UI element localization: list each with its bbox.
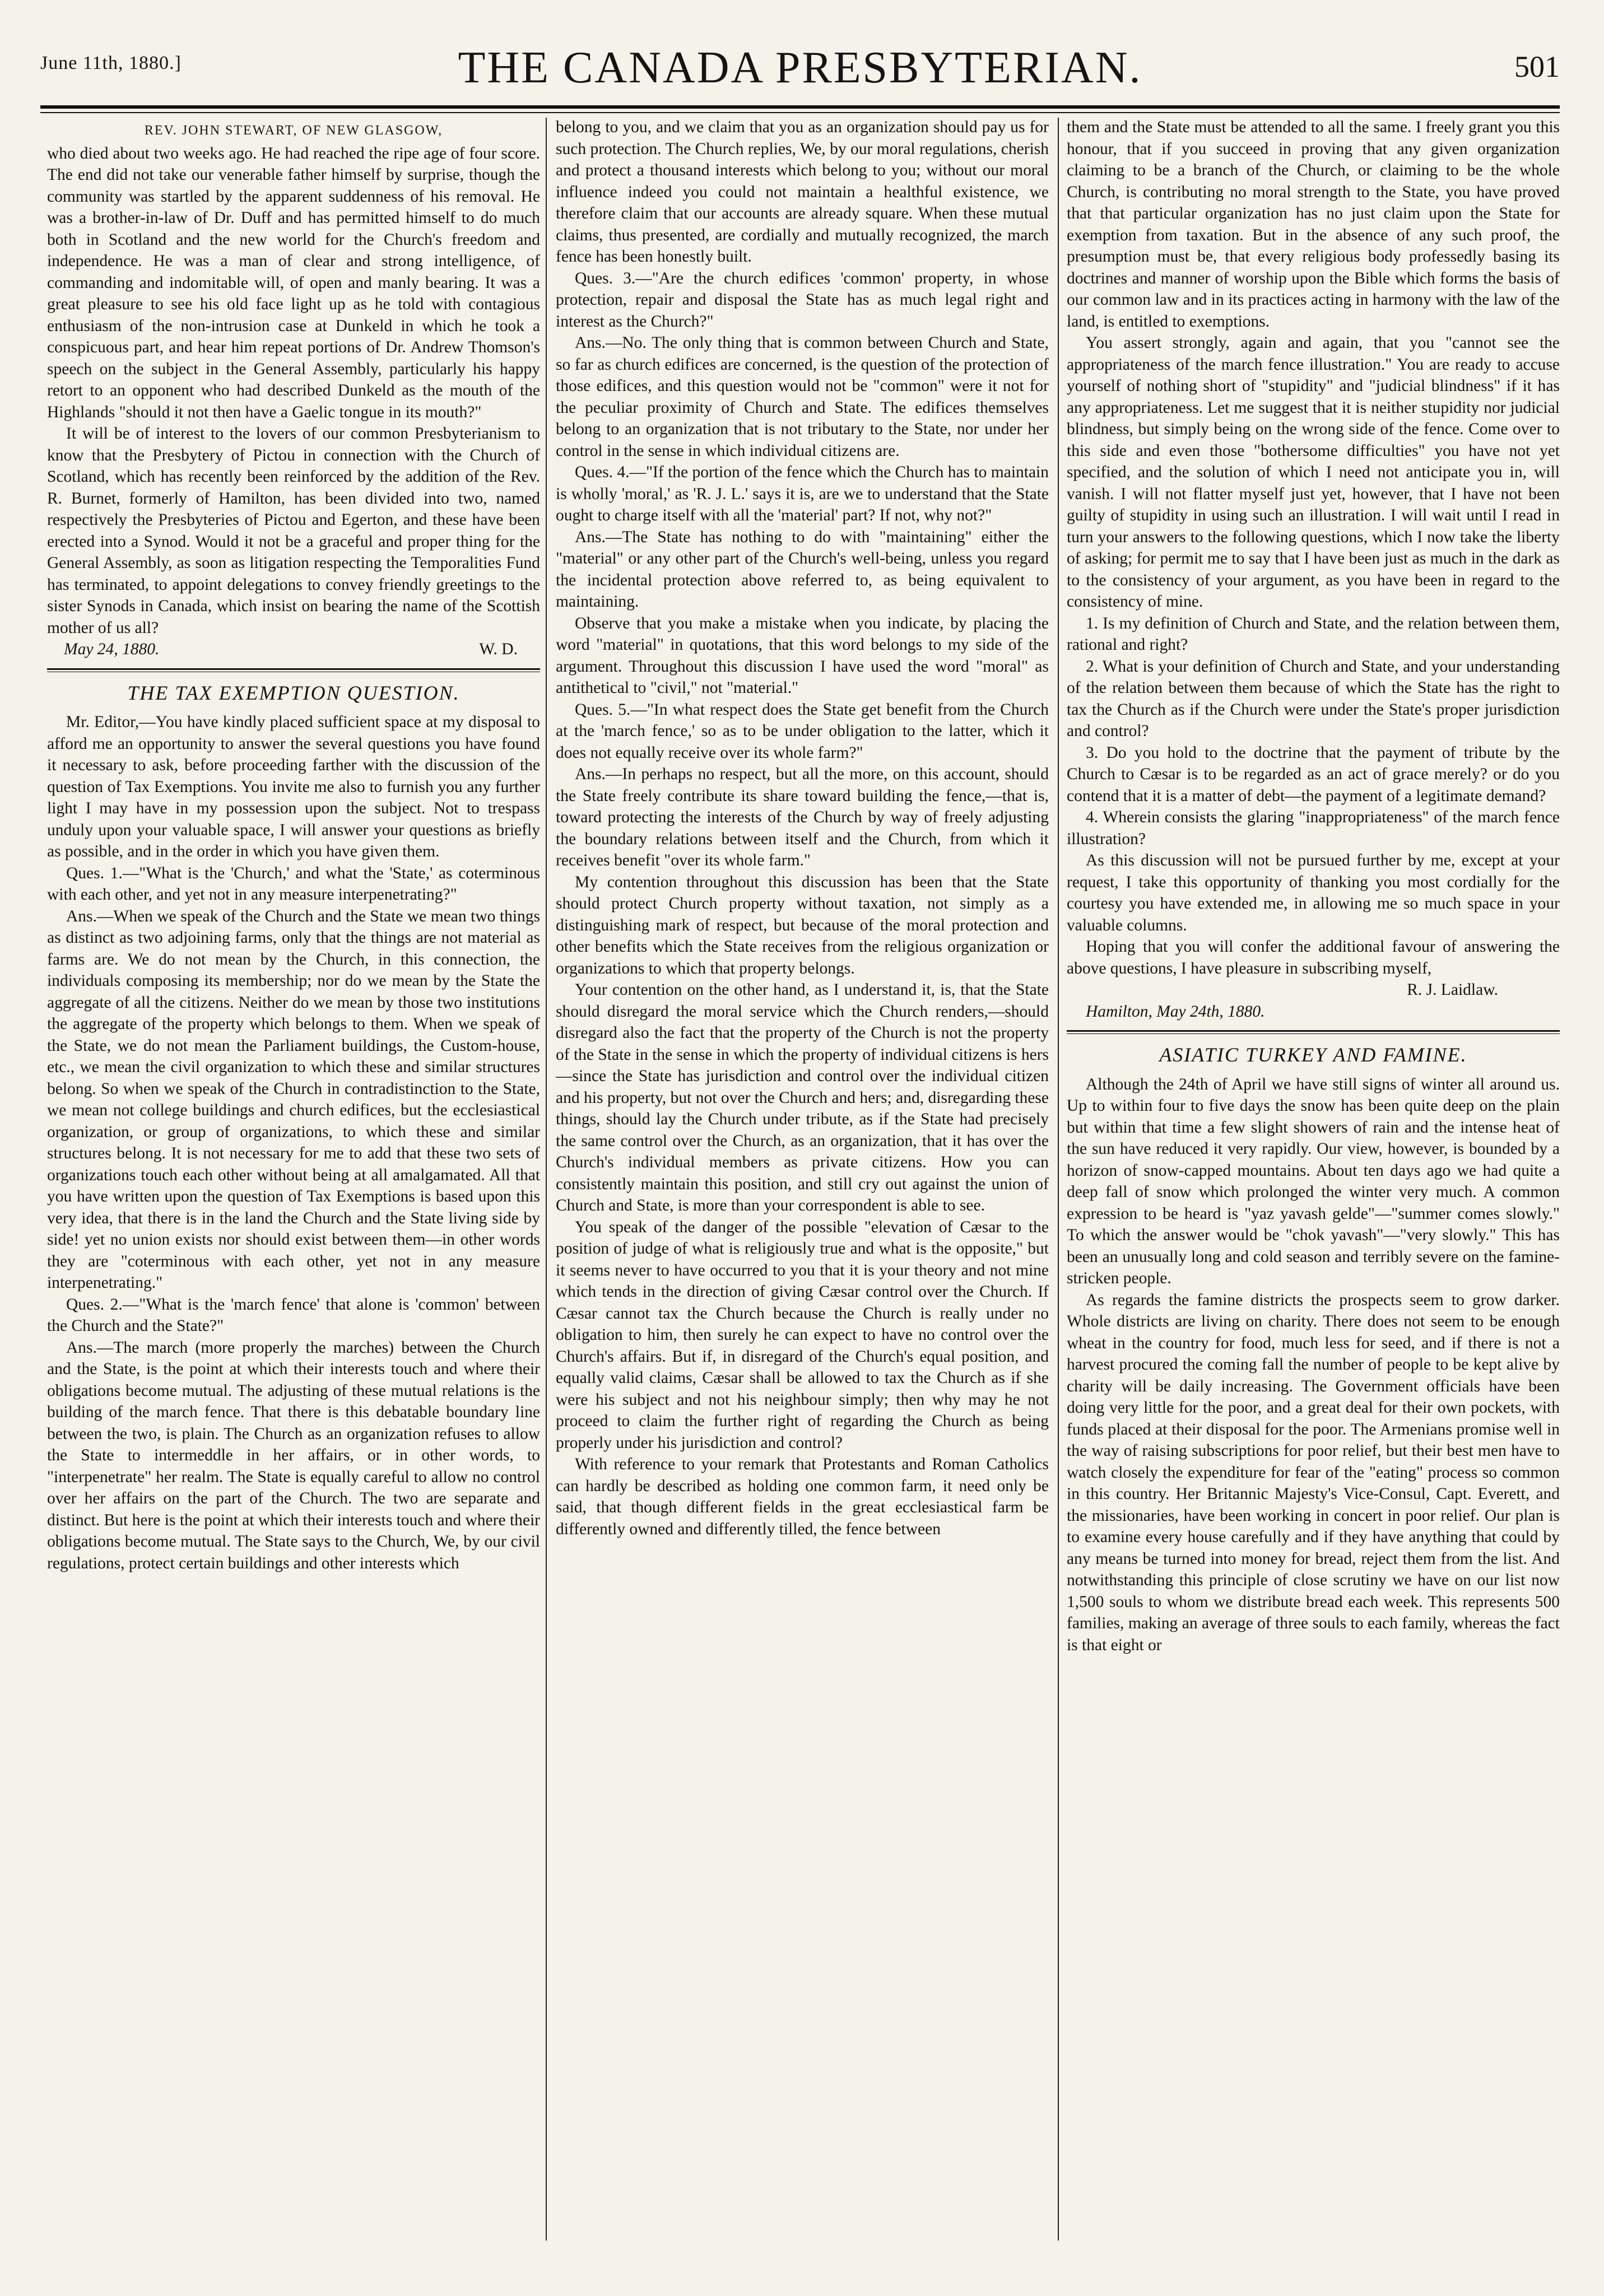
- tax-signature: R. J. Laidlaw.: [1407, 981, 1498, 999]
- obituary-signature: W. D.: [479, 640, 518, 658]
- tax-paragraph: My contention throughout this discussion has been that the State should protect Church property without taxation, not simply as a distinguishing mark of respect, but because of the moral protection and other benefits which the State receives from the religious organization or organizations to which that property belongs.: [556, 873, 1049, 977]
- tax-list-item: 3. Do you hold to the doctrine that the payment of tribute by the Church to Cæsar is to be regarded as an act of grace merely? or do you contend that it is a matter of debt—the payment of a legitimate demand?: [1067, 743, 1560, 805]
- turkey-paragraph: As regards the famine districts the prospects seem to grow darker. Whole districts are living on charity. There does not seem to be enough wheat in the country for food, much less for seed, and if there is not a harvest procured the coming fall the number of people to be kept alive by charity will be daily increasing. The Government officials have been doing very little for the poor, and a great deal for their own pockets, with funds placed at their disposal for the poor. The Armenians promise well in the way of raising subscriptions for poor relief, but their best men have to watch closely the expenditure for fear of the "eating" process so common in this country. Her Britannic Majesty's Vice-Consul, Capt. Everett, and the missionaries, have been working in concert in poor relief. Our plan is to examine every house carefully and if they have anything that could by any means be turned into money for bread, reject them from the list. And notwithstanding this principle of close scrutiny we have on our list now 1,500 souls to whom we distribute bread each week. This represents 500 families, making an average of three souls to each family, whereas the fact is that eight or: [1067, 1291, 1560, 1654]
- tax-question: Ques. 3.—"Are the church edifices 'common' property, in whose protection, repair and disposal the State has as much legal right and interest as the Church?": [556, 269, 1049, 330]
- tax-question: Ques. 5.—"In what respect does the State get benefit from the Church at the 'march fence,' so as to be under obligation to the latter, which it does not equally receive over its whole farm?": [556, 700, 1049, 762]
- masthead: [40, 43, 1560, 104]
- article-separator-thin: [1067, 1033, 1560, 1034]
- newspaper-title: THE CANADA PRESBYTERIAN.: [458, 43, 1142, 92]
- tax-paragraph: You speak of the danger of the possible "elevation of Cæsar to the position of judge of what is religiously true and what is the opposite," but it seems never to have occurred to you that it is your theory and not mine which tends in the direction of giving Cæsar control over the Church. If Cæsar cannot tax the Church because the Church is really under no obligation to him, then surely he can expect to have no control over the Church's affairs. But if, in disregard of the Church's equal position, and equally valid claims, Cæsar shall be allowed to tax the Church as if she were his subject and not his neighbour simply; then why may he not proceed to claim the further right of regarding the Church as being properly under his jurisdiction and control?: [556, 1218, 1049, 1452]
- tax-paragraph: You assert strongly, again and again, that you "cannot see the appropriateness of the march fence illustration." You are ready to accuse yourself of nothing short of "stupidity" and "judicial blindness" if it has any appropriateness. Let me suggest that it is neither stupidity nor judicial blindness, but simply being on the wrong side of the fence. Come over to this side and even those "bothersome difficulties" you have not yet specified, and the solution of which I need not anticipate you in, will vanish. I will not flatter myself just yet, however, that I have not been guilty of stupidity in using such an illustration. I will wait until I read in turn your answers to the following questions, which I now take the liberty of asking; for permit me to say that I have been just as much in the dark as to the consistency of your argument, as you have been in regard to the consistency of mine.: [1067, 334, 1560, 611]
- tax-list-item: 1. Is my definition of Church and State, and the relation between them, rational and right?: [1067, 614, 1560, 654]
- page-number: 501: [1514, 50, 1560, 83]
- tax-paragraph: them and the State must be attended to all the same. I freely grant you this honour, that if you succeed in proving that any given organization claiming to be a branch of the Church, or claiming to be the whole Church, is contributing no moral strength to the State, you have proved that that particular organization has no just claim upon the State for exemption from taxation. But in the absence of any such proof, the presumption must be, that every religious body professedly basing its doctrines and manner of worship upon the Bible which forms the basis of our common law and in its practices acting in harmony with the law of the land, is entitled to exemptions.: [1067, 118, 1560, 330]
- tax-list-item: 4. Wherein consists the glaring "inappropriateness" of the march fence illustration?: [1067, 808, 1560, 848]
- obituary-paragraph: who died about two weeks ago. He had reached the ripe age of four score. The end did not take our venerable father himself by surprise, though the community was startled by the apparent suddenness of his removal. He was a brother-in-law of Dr. Duff and has permitted himself to do much both in Scotland and the new world for the Church's freedom and independence. He was a man of clear and strong intelligence, of commanding and indomitable will, of open and manly bearing. It was a great pleasure to see his old face light up as he told with contagious enthusiasm of the non-intrusion case at Dunkeld in which he took a conspicuous part, and hear him repeat portions of Dr. Andrew Thomson's speech on the subject in the General Assembly, particularly his happy retort to an opponent who had described Dunkeld as the mouth of the Highlands "should it not then have a Gaelic tongue in its mouth?": [47, 144, 540, 421]
- article-separator: [1067, 1030, 1560, 1032]
- obituary-heading: REV. JOHN STEWART, OF NEW GLASGOW,: [144, 123, 443, 138]
- tax-paragraph: Hoping that you will confer the additional favour of answering the above questions, I have pleasure in subscribing myself,: [1067, 938, 1560, 977]
- tax-paragraph: With reference to your remark that Protestants and Roman Catholics can hardly be described as holding one common farm, it need only be said, that though different fields in the great ecclesiastical farm be differently owned and differently tilled, the fence between: [556, 1455, 1049, 1538]
- article-separator: [47, 668, 540, 670]
- tax-question: Ques. 2.—"What is the 'march fence' that alone is 'common' between the Church and the State?": [47, 1295, 540, 1335]
- tax-paragraph: Mr. Editor,—You have kindly placed sufficient space at my disposal to afford me an opportunity to answer the several questions you have found it necessary to ask, before proceeding farther with the discussion of the question of Tax Exemptions. You invite me also to furnish you any further light I may have in my possession upon the subject. Not to trespass unduly upon your valuable space, I will answer your questions as briefly as possible, and in the order in which you have given them.: [47, 713, 540, 860]
- masthead-rule-thin: [40, 112, 1560, 113]
- tax-answer: Ans.—In perhaps no respect, but all the more, on this account, should the State freely contribute its share toward building the fence,—that is, toward protecting the interests of the Church by way of freely adjusting the boundary relations between itself and the Church, from which it receives benefit "over its whole farm.": [556, 765, 1049, 869]
- obituary-signoff: [47, 639, 540, 660]
- obituary-paragraph: It will be of interest to the lovers of our common Presbyterianism to know that the Presbytery of Pictou in connection with the Church of Scotland, which has recently been reinforced by the addition of the Rev. R. Burnet, formerly of Hamilton, has been divided into two, named respectively the Presbyteries of Pictou and Egerton, and these have been erected into a Synod. Would it not be a graceful and proper thing for the General Assembly, as soon as litigation respecting the Temporalities Fund has terminated, to appoint delegations to convey friendly greetings to the sister Synods in Canada, which insist on bearing the name of the Scottish mother of us all?: [47, 425, 540, 637]
- obituary-date: May 24, 1880.: [64, 640, 160, 658]
- column-3: [1067, 117, 1560, 2245]
- tax-dateline: Hamilton, May 24th, 1880.: [1086, 1002, 1265, 1021]
- tax-list-item: 2. What is your definition of Church and State, and your understanding of the relation between them because of which the State has the right to tax the Church as if the Church were under the State's proper jurisdiction and control?: [1067, 657, 1560, 740]
- tax-paragraph: Your contention on the other hand, as I understand it, is, that the State should disregard the moral service which the Church renders,—should disregard also the fact that the property of the Church is not the property of the State in the sense in which the property of individual citizens is hers—since the State has jurisdiction and control over the individual citizen and his property, but not over the Church and hers; and, disregarding these things, should lay the Church under tribute, as if the State had precisely the same control over the Church, as an organization, that it has over the Church's individual members as private citizens. How you can consistently maintain this position, and still cry out against the union of Church and State, is more than your correspondent is able to see.: [556, 981, 1049, 1214]
- masthead-rule-thick: [40, 105, 1560, 109]
- turkey-paragraph: Although the 24th of April we have still signs of winter all around us. Up to within four to five days the snow has been quite deep on the plain but within that time a few slight showers of rain and the intense heat of the sun have reduced it very rapidly. Our view, however, is bounded by a horizon of snow-capped mountains. About ten days ago we had quite a deep fall of snow which prolonged the winter very much. A common expression to be heard is "yaz yavash gelde"—"summer comes slowly." To which the answer would be "chok yavash"—"very slowly." This has been an unusually long and cold season and terribly severe on the famine-stricken people.: [1067, 1075, 1560, 1287]
- column-divider-1: [546, 118, 547, 2241]
- issue-date: June 11th, 1880.]: [40, 53, 182, 73]
- tax-paragraph: belong to you, and we claim that you as an organization should pay us for such protection. The Church replies, We, by our moral regulations, cherish and protect a thousand interests which belong to you; without our moral influence indeed you could not maintain a healthful existence, we therefore claim that our accounts are already square. When these mutual claims, thus presented, are cordially and mutually recognized, the march fence has been honestly built.: [556, 118, 1049, 266]
- tax-answer: Ans.—When we speak of the Church and the State we mean two things as distinct as two adjoining farms, only that the things are not material as farms are. We do not mean by the Church, in this connection, the individuals composing its membership; nor do we mean by the State the aggregate of all the citizens. Neither do we mean by those two institutions the aggregate of the property which belongs to them. When we speak of the State, we do not mean the Parliament buildings, the Custom-house, etc., we mean the civil organization to which these and similar structures belong. So when we speak of the Church in contradistinction to the State, we mean not college buildings and church edifices, but the ecclesiastical organization, or group of organizations, to which these and similar structures belong. It is not necessary for me to add that these two sets of organizations touch each other without being at all amalgamated. All that you have written upon the question of Tax Exemptions is based upon this very idea, that there is in the land the Church and the State living side by side! yet no union exists nor should exist between them—in other words they are "coterminous with each other, yet not in any measure interpenetrating.": [47, 907, 540, 1292]
- tax-question: Ques. 1.—"What is the 'Church,' and what the 'State,' as coterminous with each other, and yet not in any measure interpenetrating?": [47, 864, 540, 904]
- tax-paragraph: As this discussion will not be pursued further by me, except at your request, I take this opportunity of thanking you most cordially for the courtesy you have extended me, in allowing me so much space in your valuable columns.: [1067, 851, 1560, 934]
- turkey-article-headline: ASIATIC TURKEY AND FAMINE.: [1159, 1044, 1467, 1066]
- tax-answer: Ans.—No. The only thing that is common between Church and State, so far as church edifices are concerned, is the question of the protection of those edifices, and this question would not be "common" were it not for the peculiar proximity of Church and State. The edifices themselves belong to an organization that is not tributary to the State, nor under her control in the sense in which individual citizens are.: [556, 334, 1049, 460]
- column-1: [47, 117, 540, 2245]
- tax-question: Ques. 4.—"If the portion of the fence which the Church has to maintain is wholly 'moral,' as 'R. J. L.' says it is, are we to understand that the State ought to charge itself with all the 'material' part? If not, why not?": [556, 463, 1049, 524]
- tax-paragraph: Observe that you make a mistake when you indicate, by placing the word "material" in quotations, that this word belongs to my side of the argument. Throughout this discussion I have used the word "moral" as antithetical to "civil," not "material.": [556, 614, 1049, 697]
- column-2: [556, 117, 1049, 2245]
- tax-article-headline: THE TAX EXEMPTION QUESTION.: [127, 681, 460, 704]
- column-divider-2: [1058, 118, 1059, 2241]
- tax-answer: Ans.—The march (more properly the marches) between the Church and the State, is the point at which their interests touch and where their obligations become mutual. The adjusting of these mutual relations is the building of the march fence. That there is this debatable boundary line between the two, is plain. The Church as an organization refuses to allow the State to intermeddle in her affairs, or in other words, to "interpenetrate" her realm. The State is equally careful to allow no control over her affairs on the part of the Church. The two are separate and distinct. But here is the point at which their interests touch and where their obligations become mutual. The State says to the Church, We, by our civil regulations, protect certain buildings and other interests which: [47, 1338, 540, 1572]
- tax-answer: Ans.—The State has nothing to do with "maintaining" either the "material" or any other part of the Church's well-being, unless you regard the incidental protection above referred to, as being equivalent to maintaining.: [556, 528, 1049, 611]
